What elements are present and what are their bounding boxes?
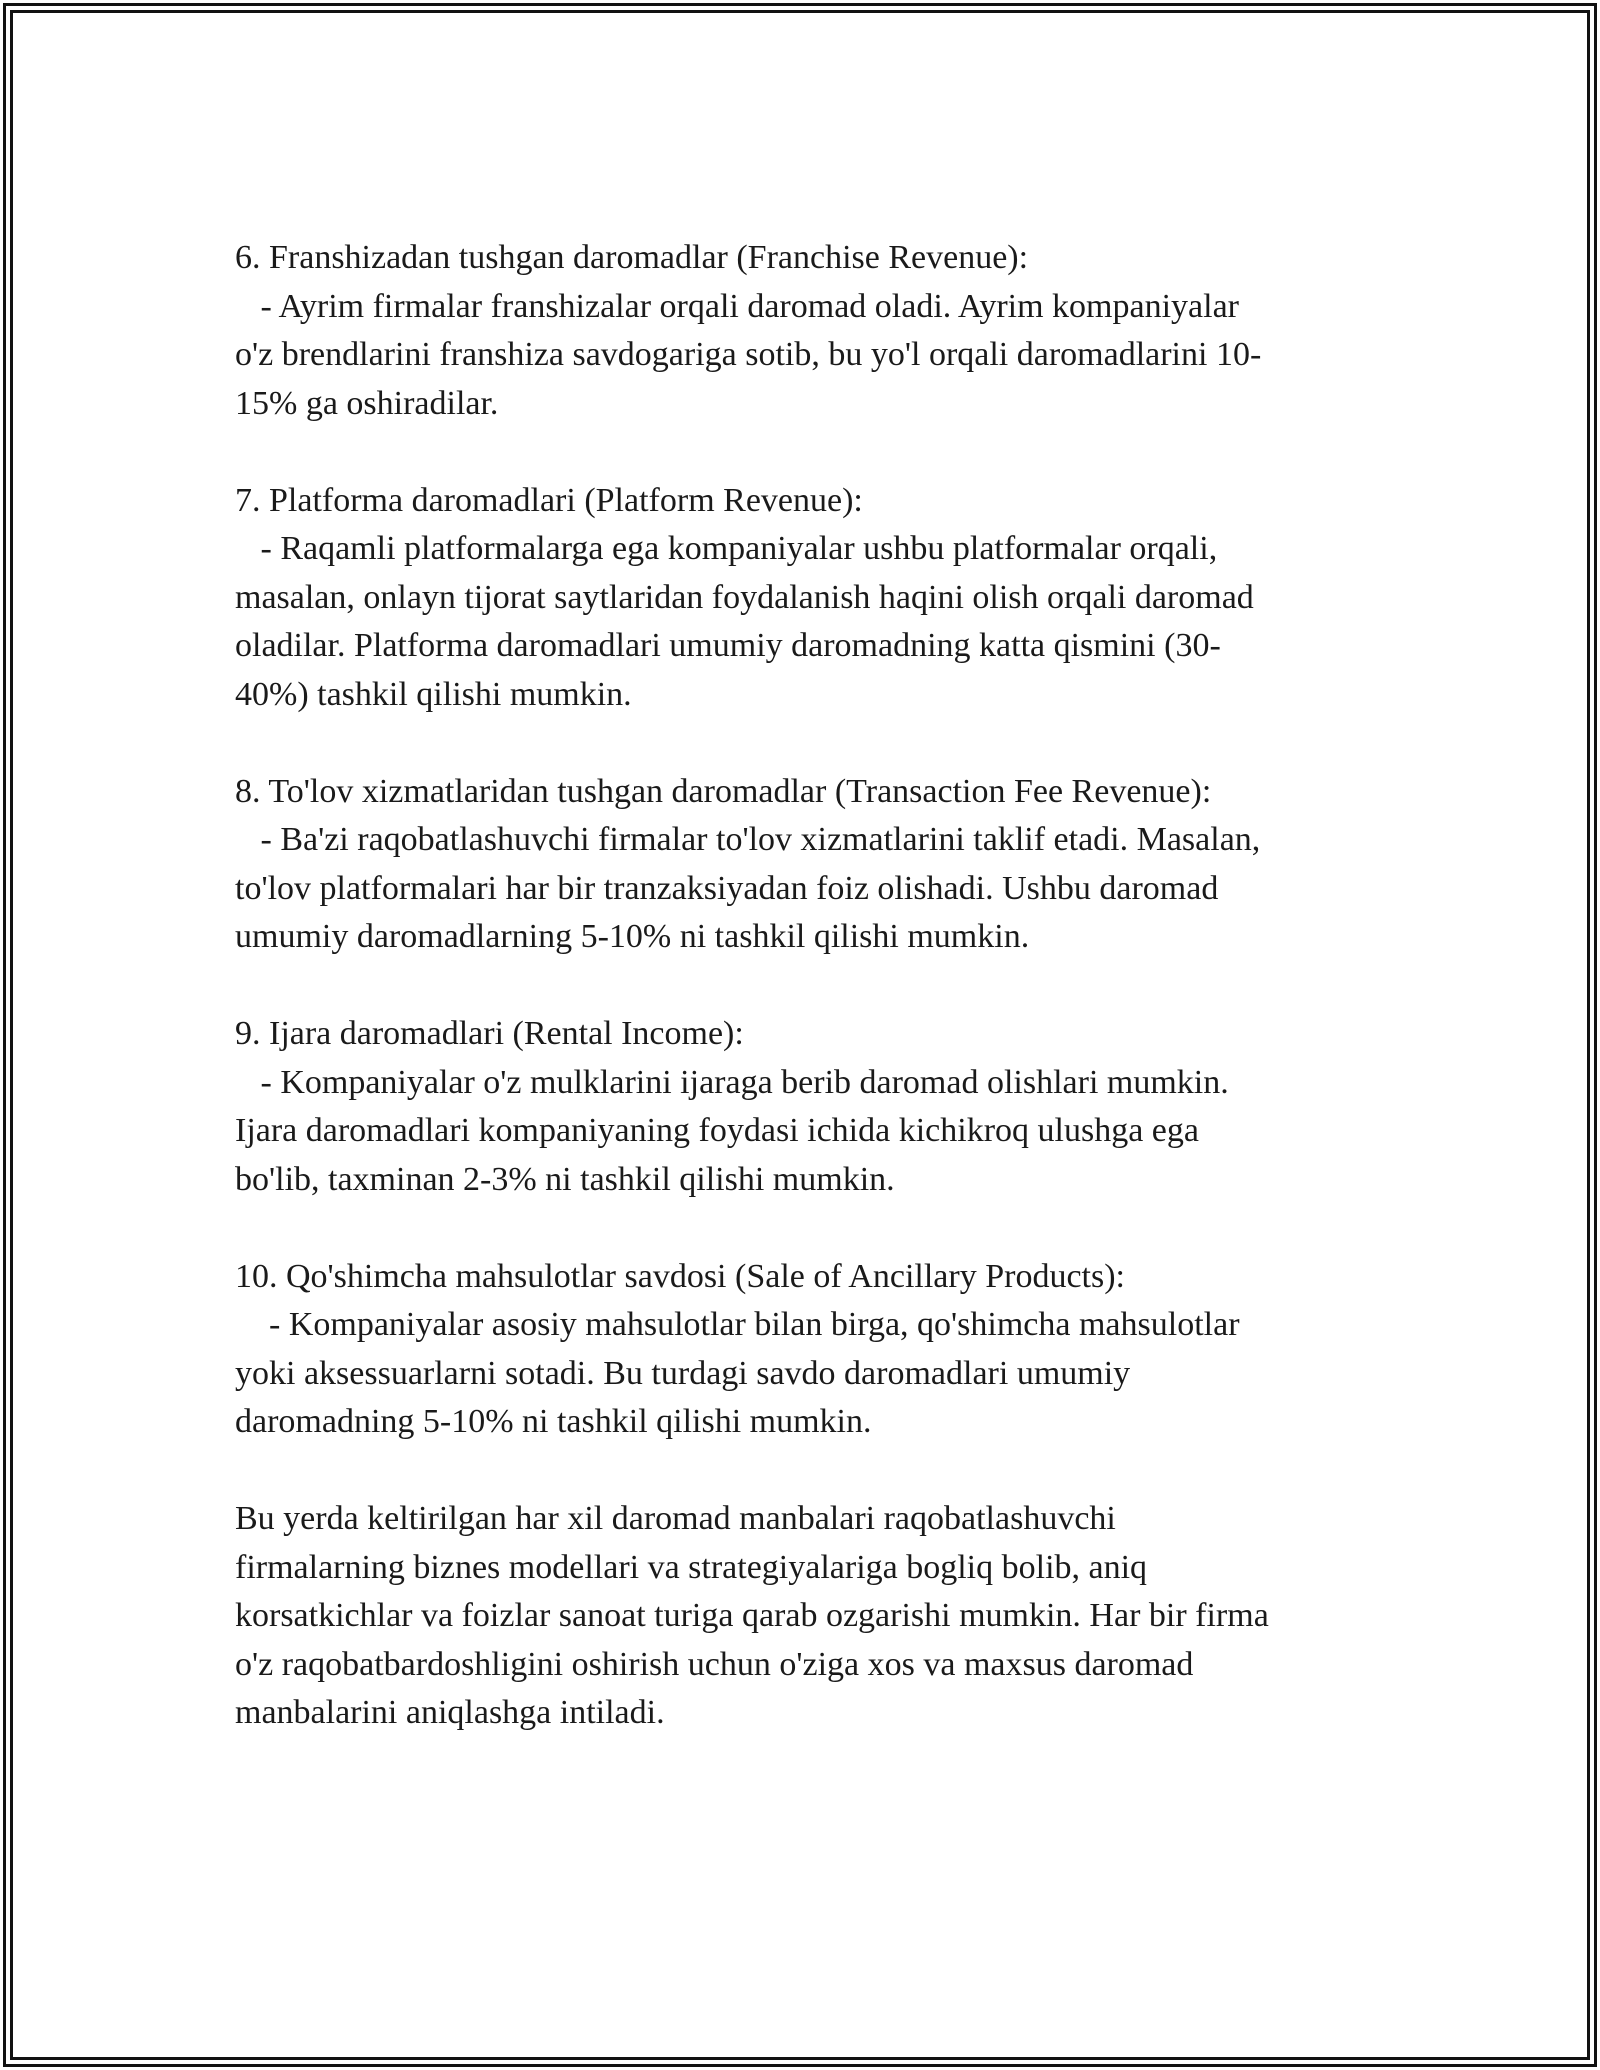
- text-line: - Ayrim firmalar franshizalar orqali daromad oladi. Ayrim kompaniyalar: [235, 287, 1239, 325]
- text-line: yoki aksessuarlarni sotadi. Bu turdagi savdo daromadlari umumiy: [235, 1354, 1131, 1392]
- section-heading: 6. Franshizadan tushgan daromadlar (Franchise Revenue):: [235, 239, 1029, 276]
- section-franchise-revenue: [235, 234, 1365, 428]
- text-line: - Ba'zi raqobatlashuvchi firmalar to'lov xizmatlarini taklif etadi. Masalan,: [235, 821, 1261, 858]
- section-heading: 10. Qo'shimcha mahsulotlar savdosi (Sale of Ancillary Products):: [235, 1257, 1125, 1295]
- section-heading: 8. To'lov xizmatlaridan tushgan daromadlar (Transaction Fee Revenue):: [235, 772, 1212, 810]
- text-line: o'z brendlarini franshiza savdogariga sotib, bu yo'l orqali daromadlarini 10-: [235, 336, 1262, 373]
- section-conclusion: [235, 1495, 1365, 1738]
- text-line: firmalarning biznes modellari va strategiyalariga bogliq bolib, aniq: [235, 1548, 1148, 1586]
- text-line: Bu yerda keltirilgan har xil daromad manbalari raqobatlashuvchi: [235, 1500, 1116, 1537]
- text-line: to'lov platformalari har bir tranzaksiyadan foiz olishadi. Ushbu daromad: [235, 869, 1219, 907]
- text-line: bo'lib, taxminan 2-3% ni tashkil qilishi mumkin.: [235, 1160, 895, 1198]
- text-line: oladilar. Platforma daromadlari umumiy daromadning katta qismini (30-: [235, 627, 1221, 664]
- text-line: masalan, onlayn tijorat saytlaridan foydalanish haqini olish orqali daromad: [235, 578, 1254, 616]
- document-body: [235, 234, 1365, 1786]
- text-line: manbalarini aniqlashga intiladi.: [235, 1694, 665, 1731]
- text-line: 15% ga oshiradilar.: [235, 384, 499, 422]
- section-platform-revenue: [235, 477, 1365, 720]
- section-rental-income: [235, 1010, 1365, 1204]
- text-line: umumiy daromadlarning 5-10% ni tashkil qilishi mumkin.: [235, 918, 1030, 955]
- text-line: daromadning 5-10% ni tashkil qilishi mumkin.: [235, 1403, 872, 1440]
- section-heading: 9. Ijara daromadlari (Rental Income):: [235, 1015, 744, 1052]
- text-line: 40%) tashkil qilishi mumkin.: [235, 675, 632, 713]
- section-transaction-fee-revenue: [235, 768, 1365, 962]
- text-line: - Kompaniyalar o'z mulklarini ijaraga berib daromad olishlari mumkin.: [235, 1063, 1229, 1101]
- text-line: o'z raqobatbardoshligini oshirish uchun o'ziga xos va maxsus daromad: [235, 1645, 1194, 1683]
- text-line: korsatkichlar va foizlar sanoat turiga qarab ozgarishi mumkin. Har bir firma: [235, 1597, 1269, 1634]
- text-line: - Raqamli platformalarga ega kompaniyalar ushbu platformalar orqali,: [235, 530, 1218, 567]
- section-heading: 7. Platforma daromadlari (Platform Revenue):: [235, 481, 863, 519]
- text-line: Ijara daromadlari kompaniyaning foydasi ichida kichikroq ulushga ega: [235, 1112, 1199, 1149]
- section-ancillary-products: [235, 1253, 1365, 1447]
- text-line: - Kompaniyalar asosiy mahsulotlar bilan birga, qo'shimcha mahsulotlar: [235, 1306, 1240, 1343]
